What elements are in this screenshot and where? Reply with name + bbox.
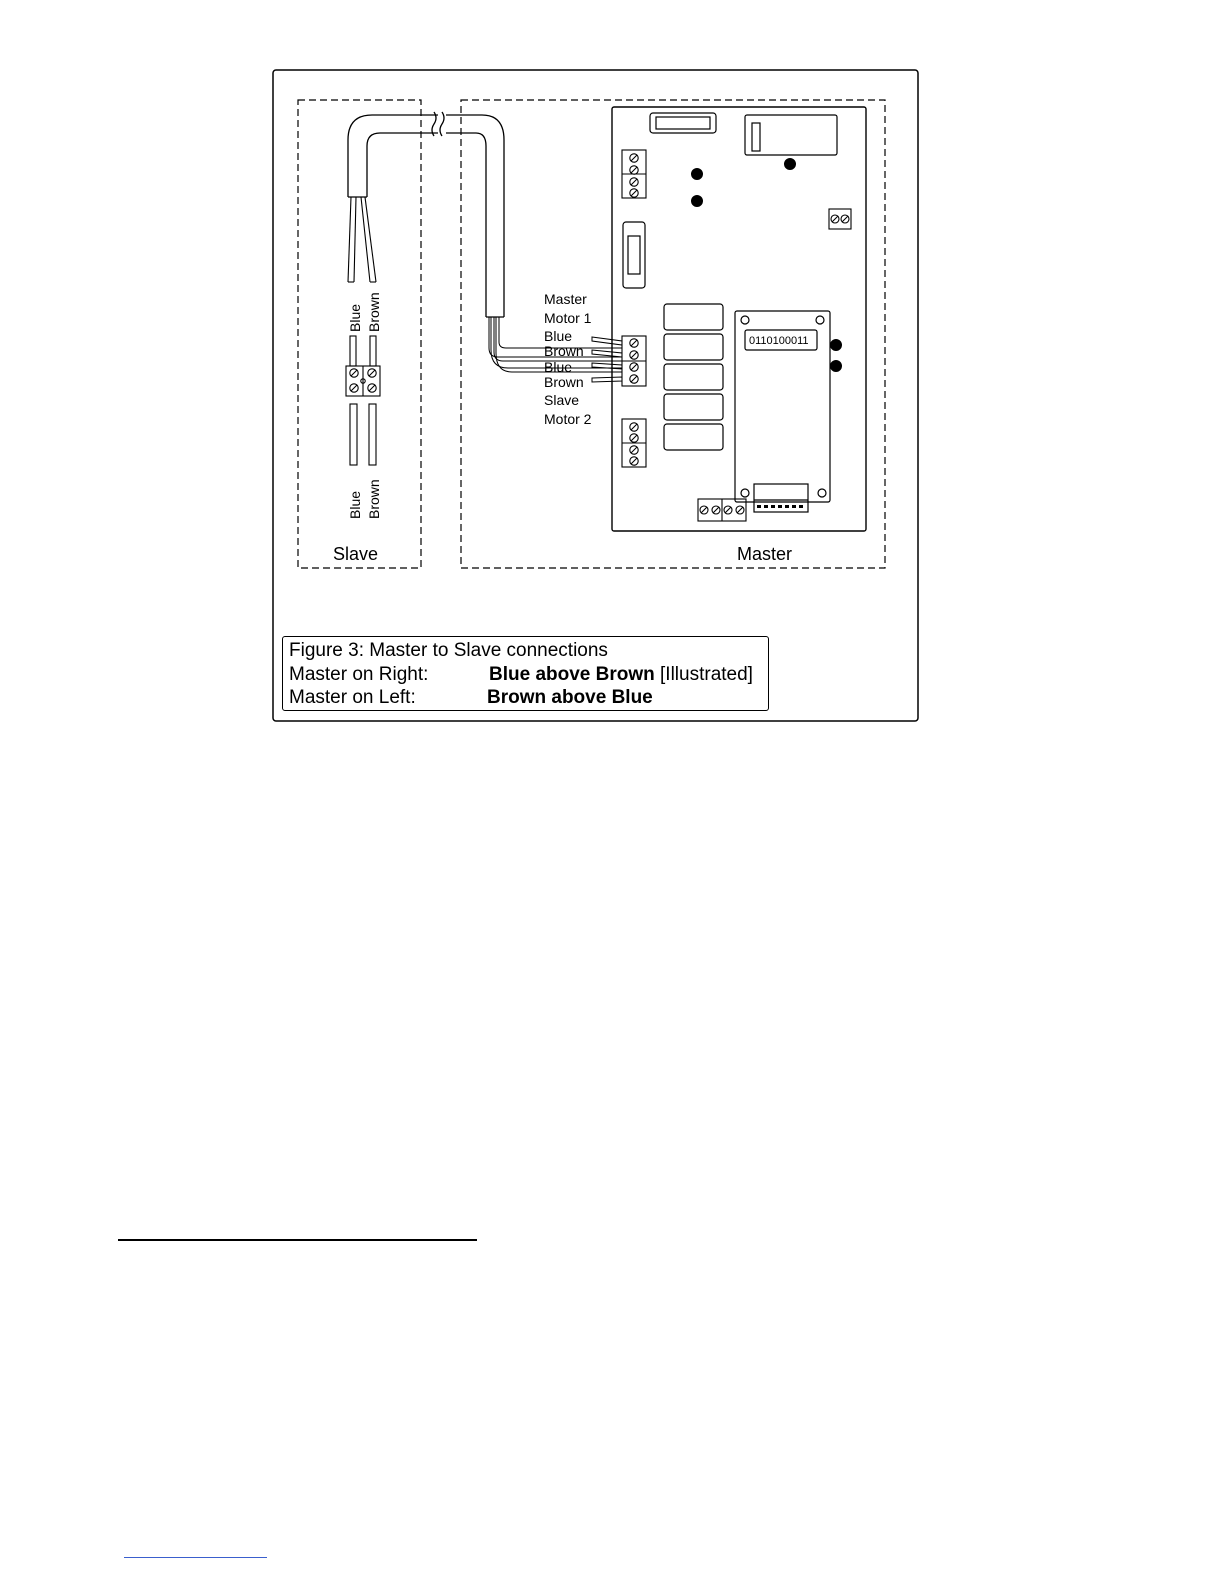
label-brown-1: Brown bbox=[544, 343, 584, 359]
caption-title: Figure 3: Master to Slave connections bbox=[289, 640, 608, 661]
lower-terminal-block bbox=[622, 419, 646, 467]
vertical-fuse bbox=[623, 222, 645, 288]
cable bbox=[348, 112, 504, 317]
top-fuse bbox=[650, 113, 716, 133]
slave-wire-top-brown-label: Brown bbox=[366, 292, 382, 332]
wire-tips bbox=[592, 337, 622, 382]
led-1 bbox=[692, 169, 702, 179]
master-pcb bbox=[612, 107, 866, 531]
caption-value-bold: Brown above Blue bbox=[487, 687, 653, 708]
figure-caption bbox=[282, 636, 769, 711]
slave-panel-title: Slave bbox=[333, 544, 379, 564]
top-led bbox=[785, 159, 795, 169]
caption-value-note: [Illustrated] bbox=[654, 663, 753, 685]
top-relay bbox=[745, 115, 837, 155]
module-pins bbox=[757, 505, 803, 508]
module-code-label: 0110100011 bbox=[749, 335, 809, 347]
led-3 bbox=[831, 340, 841, 350]
motor-terminal-block bbox=[622, 336, 646, 386]
caption-row-master-right bbox=[289, 663, 768, 687]
right-terminal bbox=[829, 209, 851, 229]
slave-wire-top-blue-label: Blue bbox=[347, 303, 363, 332]
caption-value-bold: Blue above Brown bbox=[489, 663, 655, 685]
led-4 bbox=[831, 361, 841, 371]
label-master: Master bbox=[544, 291, 587, 307]
slave-wire-bottom-brown-label: Brown bbox=[366, 479, 382, 519]
label-motor-2: Motor 2 bbox=[544, 411, 592, 427]
label-slave: Slave bbox=[544, 392, 580, 408]
master-panel-title: Master bbox=[737, 544, 793, 564]
led-2 bbox=[692, 196, 702, 206]
slave-connector bbox=[346, 336, 380, 465]
caption-title-row bbox=[289, 639, 768, 663]
caption-value bbox=[489, 663, 753, 687]
bottom-link-underline[interactable] bbox=[124, 1557, 267, 1558]
label-blue-1: Blue bbox=[544, 328, 573, 344]
slave-wire-bottom-blue-label: Blue bbox=[347, 490, 363, 519]
caption-key: Master on Left: bbox=[289, 687, 416, 708]
caption-value bbox=[487, 686, 653, 710]
footnote-separator bbox=[118, 1239, 477, 1241]
caption-row-master-left bbox=[289, 686, 768, 710]
top-terminal-block bbox=[622, 150, 646, 198]
relay-stack bbox=[664, 304, 723, 450]
label-motor-1: Motor 1 bbox=[544, 310, 592, 326]
slave-cable-wires bbox=[348, 197, 376, 282]
label-brown-2: Brown bbox=[544, 374, 584, 390]
caption-key: Master on Right: bbox=[289, 663, 429, 685]
label-blue-2: Blue bbox=[544, 359, 573, 375]
